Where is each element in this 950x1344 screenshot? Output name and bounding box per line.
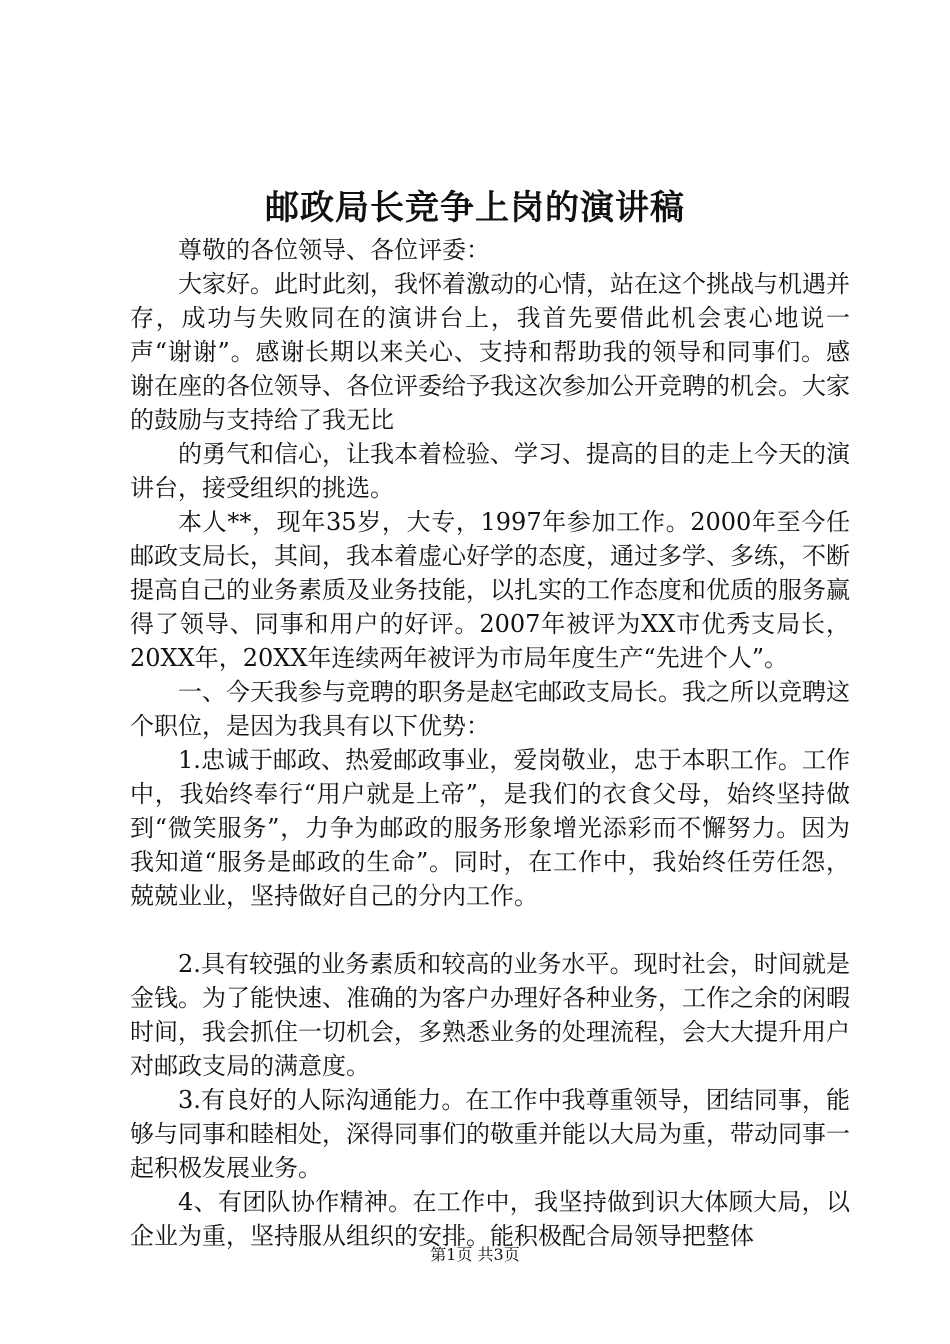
salutation: 尊敬的各位领导、各位评委： — [178, 236, 490, 264]
paragraph-greeting-continued: 的勇气和信心，让我本着检验、学习、提高的目的走上今天的演讲台，接受组织的挑选。 — [130, 440, 850, 502]
document-title: 邮政局长竞争上岗的演讲稿 — [265, 188, 685, 228]
paragraph-self-introduction: 本人**，现年35岁，大专，1997年参加工作。2000年至今任邮政支局长，其间，我本着虚心好学的态度，通过多学、多练，不断提高自己的业务素质及业务技能，以扎实的工作态度和优质的服务赢得了领导、同事和用户的好评。2007年被评为XX市优秀支局长，20XX年，20XX年连续两年被评为市局年度生产“先进个人”。 — [130, 508, 850, 672]
page-footer: 第1页 共3页 — [430, 1245, 520, 1264]
blank-line — [130, 913, 850, 947]
paragraph-point-1: 1.忠诚于邮政、热爱邮政事业，爱岗敬业，忠于本职工作。工作中，我始终奉行“用户就是上帝”，是我们的衣食父母，始终坚持做到“微笑服务”，力争为邮政的服务形象增光添彩而不懈努力。因为我知道“服务是邮政的生命”。同时，在工作中，我始终任劳任怨，兢兢业业，坚持做好自己的分内工作。 — [130, 746, 850, 910]
paragraph-greeting: 大家好。此时此刻，我怀着激动的心情，站在这个挑战与机遇并存，成功与失败同在的演讲台上，我首先要借此机会衷心地说一声“谢谢”。感谢长期以来关心、支持和帮助我的领导和同事们。感谢在座的各位领导、各位评委给予我这次参加公开竞聘的机会。大家的鼓励与支持给了我无比 — [130, 270, 850, 434]
paragraph-point-4: 4、有团队协作精神。在工作中，我坚持做到识大体顾大局，以企业为重，坚持服从组织的安排。能积极配合局领导把整体 — [130, 1188, 850, 1250]
document-body — [130, 233, 850, 1253]
paragraph-point-2: 2.具有较强的业务素质和较高的业务水平。现时社会，时间就是金钱。为了能快速、准确的为客户办理好各种业务，工作之余的闲暇时间，我会抓住一切机会，多熟悉业务的处理流程，会大大提升用户对邮政支局的满意度。 — [130, 950, 850, 1080]
paragraph-point-3: 3.有良好的人际沟通能力。在工作中我尊重领导，团结同事，能够与同事和睦相处，深得同事们的敬重并能以大局为重，带动同事一起积极发展业务。 — [130, 1086, 850, 1182]
paragraph-position: 一、今天我参与竞聘的职务是赵宅邮政支局长。我之所以竞聘这个职位，是因为我具有以下优势： — [130, 678, 850, 740]
